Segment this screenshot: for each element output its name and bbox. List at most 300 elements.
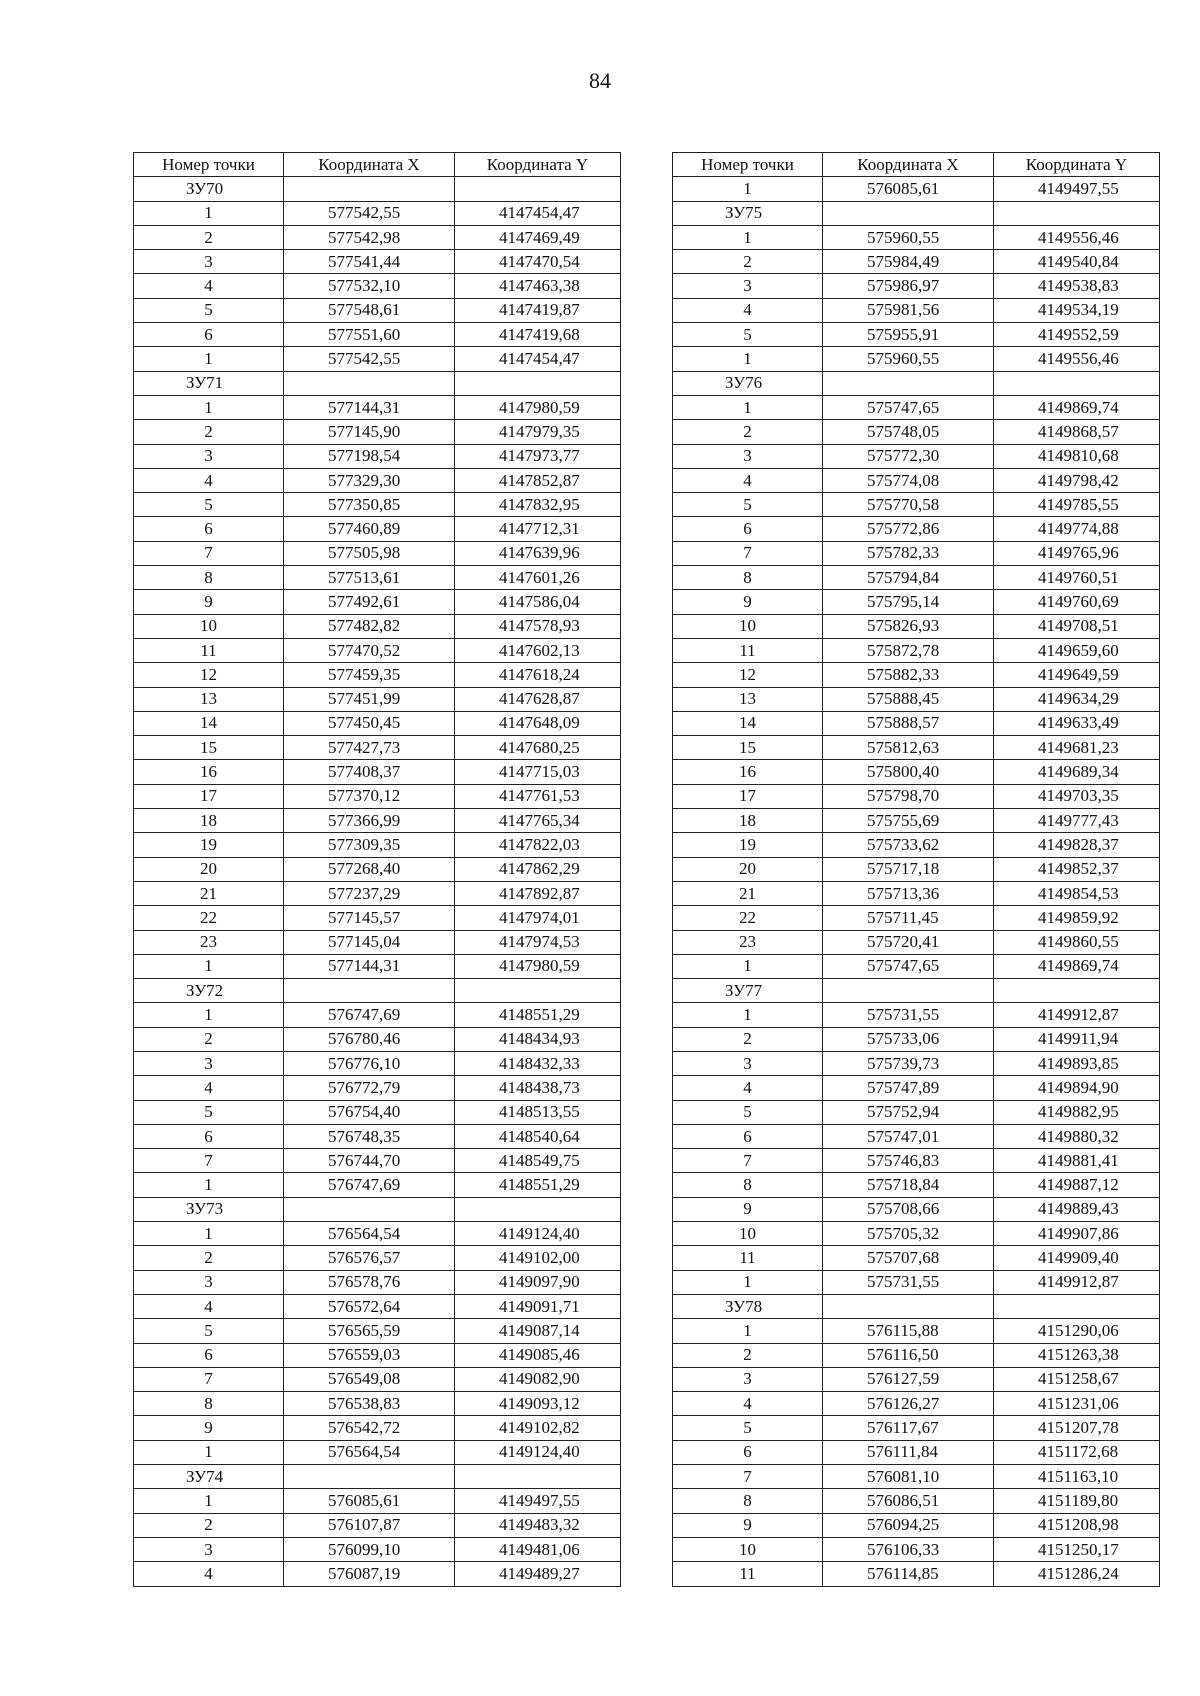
table-row (673, 468, 1160, 492)
coordinate-y-cell: 4149497,55 (455, 1489, 621, 1513)
table-row (134, 420, 621, 444)
table-row (673, 1367, 1160, 1391)
table-row (134, 784, 621, 808)
coordinate-y-cell: 4149681,23 (994, 736, 1160, 760)
coordinate-x-cell: 576086,51 (823, 1489, 994, 1513)
coordinate-y-cell: 4147648,09 (455, 711, 621, 735)
coordinate-x-cell: 576099,10 (284, 1537, 455, 1561)
coordinate-x-cell: 577237,29 (284, 881, 455, 905)
table-row (673, 638, 1160, 662)
coordinate-x-cell: 576747,69 (284, 1173, 455, 1197)
coordinate-x-cell: 577145,57 (284, 906, 455, 930)
table-row (673, 590, 1160, 614)
point-number-cell: 5 (673, 323, 823, 347)
coordinate-y-cell (455, 371, 621, 395)
coordinate-x-cell: 577470,52 (284, 638, 455, 662)
point-number-cell: 4 (134, 1076, 284, 1100)
coordinate-x-cell: 575755,69 (823, 809, 994, 833)
coordinate-x-cell (823, 1294, 994, 1318)
coordinate-x-cell (823, 371, 994, 395)
table-row (134, 1246, 621, 1270)
coordinate-x-cell: 577450,45 (284, 711, 455, 735)
coordinate-y-cell: 4149634,29 (994, 687, 1160, 711)
coordinate-x-cell: 575800,40 (823, 760, 994, 784)
coordinate-x-cell: 576748,35 (284, 1124, 455, 1148)
coordinate-x-cell: 577145,04 (284, 930, 455, 954)
coordinate-y-cell: 4149708,51 (994, 614, 1160, 638)
table-row (673, 784, 1160, 808)
table-row (134, 1367, 621, 1391)
point-number-cell: 8 (134, 566, 284, 590)
point-number-cell: 9 (134, 1416, 284, 1440)
coordinate-x-cell: 577451,99 (284, 687, 455, 711)
table-row (134, 541, 621, 565)
point-number-cell: 11 (673, 1562, 823, 1586)
point-number-cell: 8 (134, 1392, 284, 1416)
coordinate-x-cell: 575798,70 (823, 784, 994, 808)
point-number-cell: 2 (673, 420, 823, 444)
table-row (673, 1513, 1160, 1537)
coordinate-x-cell: 577548,61 (284, 298, 455, 322)
parcel-group-row (673, 1294, 1160, 1318)
point-number-cell: 4 (673, 1392, 823, 1416)
coordinate-y-cell: 4147578,93 (455, 614, 621, 638)
point-number-cell: 9 (673, 1513, 823, 1537)
coordinate-x-cell: 576559,03 (284, 1343, 455, 1367)
coordinate-x-cell: 575747,01 (823, 1124, 994, 1148)
coordinate-x-cell: 577268,40 (284, 857, 455, 881)
point-number-cell: 18 (673, 809, 823, 833)
coordinate-y-cell: 4149097,90 (455, 1270, 621, 1294)
coordinate-x-cell: 576107,87 (284, 1513, 455, 1537)
coordinate-x-cell: 575713,36 (823, 881, 994, 905)
parcel-id-cell: ЗУ70 (134, 177, 284, 201)
coordinate-y-cell: 4149881,41 (994, 1149, 1160, 1173)
coordinate-x-cell: 576114,85 (823, 1562, 994, 1586)
table-row (673, 954, 1160, 978)
coordinate-x-cell: 576776,10 (284, 1051, 455, 1075)
coordinate-y-cell: 4148549,75 (455, 1149, 621, 1173)
coordinate-y-cell (455, 1465, 621, 1489)
point-number-cell: 20 (673, 857, 823, 881)
coordinate-x-cell: 575888,57 (823, 711, 994, 735)
table-row (134, 1222, 621, 1246)
table-header-row (673, 153, 1160, 177)
coordinate-y-cell: 4147832,95 (455, 493, 621, 517)
coordinate-y-cell (455, 1197, 621, 1221)
point-number-cell: 23 (134, 930, 284, 954)
coordinate-y-cell: 4147980,59 (455, 954, 621, 978)
table-row (134, 736, 621, 760)
coordinate-x-cell: 576772,79 (284, 1076, 455, 1100)
point-number-cell: 7 (134, 1149, 284, 1173)
header-coordinate-x: Координата X (823, 153, 994, 177)
table-row (673, 760, 1160, 784)
point-number-cell: 2 (134, 1027, 284, 1051)
table-row (673, 1149, 1160, 1173)
point-number-cell: 3 (673, 444, 823, 468)
coordinate-y-cell: 4149497,55 (994, 177, 1160, 201)
table-row (134, 711, 621, 735)
coordinate-x-cell: 576081,10 (823, 1465, 994, 1489)
point-number-cell: 21 (673, 881, 823, 905)
coordinate-y-cell: 4149659,60 (994, 638, 1160, 662)
coordinate-x-cell: 575826,93 (823, 614, 994, 638)
table-row (134, 517, 621, 541)
coordinate-y-cell: 4149907,86 (994, 1222, 1160, 1246)
point-number-cell: 3 (134, 444, 284, 468)
table-row (134, 906, 621, 930)
coordinate-y-cell: 4151208,98 (994, 1513, 1160, 1537)
coordinates-table-right (672, 152, 1160, 1587)
coordinate-x-cell (284, 371, 455, 395)
coordinate-y-cell: 4149852,37 (994, 857, 1160, 881)
point-number-cell: 11 (673, 638, 823, 662)
point-number-cell: 22 (134, 906, 284, 930)
coordinate-y-cell: 4147463,38 (455, 274, 621, 298)
coordinate-x-cell: 577541,44 (284, 250, 455, 274)
table-row (673, 1173, 1160, 1197)
coordinate-x-cell: 577460,89 (284, 517, 455, 541)
coordinate-x-cell: 575960,55 (823, 225, 994, 249)
point-number-cell: 3 (673, 274, 823, 298)
table-row (673, 1051, 1160, 1075)
coordinate-y-cell: 4149909,40 (994, 1246, 1160, 1270)
coordinate-x-cell: 577492,61 (284, 590, 455, 614)
coordinate-y-cell: 4149810,68 (994, 444, 1160, 468)
coordinate-y-cell: 4149085,46 (455, 1343, 621, 1367)
point-number-cell: 2 (673, 1027, 823, 1051)
point-number-cell: 2 (134, 1513, 284, 1537)
coordinate-y-cell (994, 979, 1160, 1003)
table-row (134, 1537, 621, 1561)
coordinate-y-cell: 4149540,84 (994, 250, 1160, 274)
table-row (673, 711, 1160, 735)
table-row (134, 1027, 621, 1051)
point-number-cell: 16 (134, 760, 284, 784)
coordinate-y-cell: 4149765,96 (994, 541, 1160, 565)
table-row (134, 444, 621, 468)
table-row (134, 1319, 621, 1343)
point-number-cell: 5 (673, 1100, 823, 1124)
coordinate-x-cell: 576564,54 (284, 1440, 455, 1464)
coordinate-y-cell: 4147712,31 (455, 517, 621, 541)
coordinate-y-cell: 4149887,12 (994, 1173, 1160, 1197)
coordinate-x-cell: 576747,69 (284, 1003, 455, 1027)
coordinate-x-cell: 577408,37 (284, 760, 455, 784)
coordinate-y-cell: 4148513,55 (455, 1100, 621, 1124)
coordinate-y-cell (994, 201, 1160, 225)
coordinate-x-cell: 576111,84 (823, 1440, 994, 1464)
table-row (673, 1124, 1160, 1148)
coordinate-x-cell: 577542,55 (284, 347, 455, 371)
coordinate-y-cell: 4149552,59 (994, 323, 1160, 347)
point-number-cell: 4 (134, 274, 284, 298)
coordinate-x-cell: 575752,94 (823, 1100, 994, 1124)
point-number-cell: 3 (134, 250, 284, 274)
table-row (673, 493, 1160, 517)
point-number-cell: 8 (673, 566, 823, 590)
table-row (673, 1537, 1160, 1561)
coordinate-y-cell: 4149828,37 (994, 833, 1160, 857)
coordinate-y-cell: 4147980,59 (455, 395, 621, 419)
coordinate-y-cell: 4149869,74 (994, 395, 1160, 419)
point-number-cell: 3 (134, 1270, 284, 1294)
coordinate-x-cell: 576116,50 (823, 1343, 994, 1367)
point-number-cell: 7 (134, 541, 284, 565)
coordinates-table-left (133, 152, 621, 1587)
coordinate-x-cell: 575772,86 (823, 517, 994, 541)
parcel-id-cell: ЗУ73 (134, 1197, 284, 1221)
coordinate-y-cell: 4151189,80 (994, 1489, 1160, 1513)
point-number-cell: 17 (673, 784, 823, 808)
coordinate-y-cell: 4149777,43 (994, 809, 1160, 833)
coordinate-y-cell: 4147862,29 (455, 857, 621, 881)
table-row (134, 468, 621, 492)
table-row (134, 1562, 621, 1586)
coordinate-y-cell: 4151163,10 (994, 1465, 1160, 1489)
table-row (673, 250, 1160, 274)
point-number-cell: 1 (673, 347, 823, 371)
coordinate-x-cell: 575888,45 (823, 687, 994, 711)
table-row (673, 1440, 1160, 1464)
table-row (673, 517, 1160, 541)
coordinate-x-cell: 577145,90 (284, 420, 455, 444)
coordinate-y-cell: 4149538,83 (994, 274, 1160, 298)
table-row (134, 298, 621, 322)
coordinate-y-cell: 4147470,54 (455, 250, 621, 274)
point-number-cell: 19 (134, 833, 284, 857)
point-number-cell: 7 (134, 1367, 284, 1391)
parcel-group-row (134, 371, 621, 395)
point-number-cell: 3 (673, 1367, 823, 1391)
coordinate-y-cell: 4149760,51 (994, 566, 1160, 590)
table-row (134, 857, 621, 881)
coordinate-x-cell: 575720,41 (823, 930, 994, 954)
coordinate-y-cell: 4149889,43 (994, 1197, 1160, 1221)
coordinate-y-cell: 4147979,35 (455, 420, 621, 444)
table-row (673, 1076, 1160, 1100)
table-row (134, 1051, 621, 1075)
point-number-cell: 8 (673, 1489, 823, 1513)
coordinate-y-cell: 4147680,25 (455, 736, 621, 760)
point-number-cell: 5 (134, 1319, 284, 1343)
point-number-cell: 14 (673, 711, 823, 735)
point-number-cell: 3 (134, 1051, 284, 1075)
coordinate-x-cell: 575794,84 (823, 566, 994, 590)
point-number-cell: 22 (673, 906, 823, 930)
point-number-cell: 5 (134, 493, 284, 517)
coordinate-x-cell: 575717,18 (823, 857, 994, 881)
table-row (134, 1416, 621, 1440)
coordinate-x-cell: 577370,12 (284, 784, 455, 808)
point-number-cell: 11 (134, 638, 284, 662)
table-row (673, 566, 1160, 590)
point-number-cell: 4 (134, 468, 284, 492)
coordinate-y-cell: 4149912,87 (994, 1003, 1160, 1027)
coordinate-x-cell: 575960,55 (823, 347, 994, 371)
point-number-cell: 1 (673, 1270, 823, 1294)
table-row (134, 590, 621, 614)
coordinate-y-cell: 4151207,78 (994, 1416, 1160, 1440)
point-number-cell: 1 (134, 201, 284, 225)
point-number-cell: 10 (673, 1537, 823, 1561)
coordinate-y-cell: 4149483,32 (455, 1513, 621, 1537)
point-number-cell: 1 (134, 395, 284, 419)
coordinate-x-cell: 576087,19 (284, 1562, 455, 1586)
coordinate-y-cell: 4147601,26 (455, 566, 621, 590)
parcel-group-row (673, 979, 1160, 1003)
table-row (673, 833, 1160, 857)
coordinate-y-cell: 4149912,87 (994, 1270, 1160, 1294)
coordinate-y-cell: 4151258,67 (994, 1367, 1160, 1391)
point-number-cell: 1 (673, 225, 823, 249)
coordinate-y-cell: 4147628,87 (455, 687, 621, 711)
table-row (673, 1489, 1160, 1513)
header-point-number: Номер точки (134, 153, 284, 177)
point-number-cell: 1 (134, 1173, 284, 1197)
coordinate-x-cell: 576549,08 (284, 1367, 455, 1391)
parcel-id-cell: ЗУ74 (134, 1465, 284, 1489)
parcel-id-cell: ЗУ76 (673, 371, 823, 395)
coordinate-y-cell: 4147761,53 (455, 784, 621, 808)
coordinate-x-cell: 577144,31 (284, 954, 455, 978)
coordinate-y-cell: 4149689,34 (994, 760, 1160, 784)
table-row (673, 274, 1160, 298)
coordinate-x-cell: 577350,85 (284, 493, 455, 517)
table-row (673, 1319, 1160, 1343)
parcel-group-row (134, 177, 621, 201)
table-row (134, 954, 621, 978)
coordinate-y-cell: 4148432,33 (455, 1051, 621, 1075)
coordinate-x-cell: 575747,65 (823, 395, 994, 419)
coordinate-y-cell: 4149649,59 (994, 663, 1160, 687)
table-row (673, 225, 1160, 249)
table-row (673, 663, 1160, 687)
table-row (134, 1392, 621, 1416)
table-row (134, 1343, 621, 1367)
coordinate-x-cell: 575955,91 (823, 323, 994, 347)
coordinate-x-cell: 576117,67 (823, 1416, 994, 1440)
coordinate-y-cell: 4147602,13 (455, 638, 621, 662)
table-row (673, 881, 1160, 905)
coordinate-x-cell (284, 979, 455, 1003)
coordinate-x-cell (823, 979, 994, 1003)
header-coordinate-y: Координата Y (994, 153, 1160, 177)
point-number-cell: 5 (134, 1100, 284, 1124)
table-row (673, 809, 1160, 833)
table-row (134, 395, 621, 419)
coordinate-y-cell: 4149868,57 (994, 420, 1160, 444)
coordinate-x-cell: 576127,59 (823, 1367, 994, 1391)
coordinate-y-cell: 4148434,93 (455, 1027, 621, 1051)
point-number-cell: 1 (673, 395, 823, 419)
point-number-cell: 12 (134, 663, 284, 687)
point-number-cell: 8 (673, 1173, 823, 1197)
coordinate-x-cell: 575708,66 (823, 1197, 994, 1221)
coordinate-x-cell: 575733,62 (823, 833, 994, 857)
coordinate-x-cell: 576085,61 (823, 177, 994, 201)
parcel-group-row (134, 1465, 621, 1489)
point-number-cell: 7 (673, 1149, 823, 1173)
coordinate-x-cell: 576106,33 (823, 1537, 994, 1561)
point-number-cell: 9 (134, 590, 284, 614)
table-row (134, 323, 621, 347)
coordinate-x-cell: 576115,88 (823, 1319, 994, 1343)
coordinate-x-cell: 575711,45 (823, 906, 994, 930)
table-row (673, 444, 1160, 468)
coordinate-y-cell: 4147974,01 (455, 906, 621, 930)
coordinate-x-cell: 575739,73 (823, 1051, 994, 1075)
table-row (673, 298, 1160, 322)
point-number-cell: 2 (134, 225, 284, 249)
coordinate-x-cell: 577366,99 (284, 809, 455, 833)
coordinate-x-cell: 576780,46 (284, 1027, 455, 1051)
point-number-cell: 1 (673, 1319, 823, 1343)
point-number-cell: 7 (673, 1465, 823, 1489)
table-row (673, 1562, 1160, 1586)
point-number-cell: 5 (673, 493, 823, 517)
coordinate-x-cell: 577329,30 (284, 468, 455, 492)
table-row (134, 1076, 621, 1100)
point-number-cell: 4 (134, 1294, 284, 1318)
parcel-group-row (134, 979, 621, 1003)
coordinate-y-cell: 4147454,47 (455, 347, 621, 371)
table-row (673, 1343, 1160, 1367)
table-row (134, 493, 621, 517)
coordinate-x-cell: 575872,78 (823, 638, 994, 662)
coordinate-y-cell: 4151250,17 (994, 1537, 1160, 1561)
table-row (134, 1100, 621, 1124)
coordinate-y-cell: 4147765,34 (455, 809, 621, 833)
point-number-cell: 6 (134, 323, 284, 347)
coordinate-x-cell: 575774,08 (823, 468, 994, 492)
coordinate-y-cell: 4147454,47 (455, 201, 621, 225)
table-row (134, 687, 621, 711)
coordinate-y-cell (994, 371, 1160, 395)
coordinate-x-cell: 576576,57 (284, 1246, 455, 1270)
coordinate-y-cell: 4149703,35 (994, 784, 1160, 808)
point-number-cell: 6 (673, 1440, 823, 1464)
coordinate-x-cell (284, 1465, 455, 1489)
table-row (134, 638, 621, 662)
point-number-cell: 3 (134, 1537, 284, 1561)
coordinate-y-cell: 4151172,68 (994, 1440, 1160, 1464)
point-number-cell: 6 (134, 1124, 284, 1148)
point-number-cell: 23 (673, 930, 823, 954)
coordinate-x-cell: 575986,97 (823, 274, 994, 298)
coordinate-y-cell: 4149882,95 (994, 1100, 1160, 1124)
coordinate-y-cell: 4149760,69 (994, 590, 1160, 614)
coordinate-x-cell: 575705,32 (823, 1222, 994, 1246)
coordinate-x-cell: 575782,33 (823, 541, 994, 565)
point-number-cell: 5 (134, 298, 284, 322)
coordinate-x-cell: 576542,72 (284, 1416, 455, 1440)
point-number-cell: 1 (134, 347, 284, 371)
table-row (134, 1513, 621, 1537)
point-number-cell: 1 (673, 177, 823, 201)
table-row (673, 1416, 1160, 1440)
coordinate-x-cell: 577482,82 (284, 614, 455, 638)
coordinate-x-cell: 575772,30 (823, 444, 994, 468)
table-row (134, 663, 621, 687)
parcel-group-row (134, 1197, 621, 1221)
table-row (134, 930, 621, 954)
coordinate-y-cell: 4147852,87 (455, 468, 621, 492)
point-number-cell: 21 (134, 881, 284, 905)
coordinate-y-cell: 4149534,19 (994, 298, 1160, 322)
coordinate-y-cell: 4149859,92 (994, 906, 1160, 930)
